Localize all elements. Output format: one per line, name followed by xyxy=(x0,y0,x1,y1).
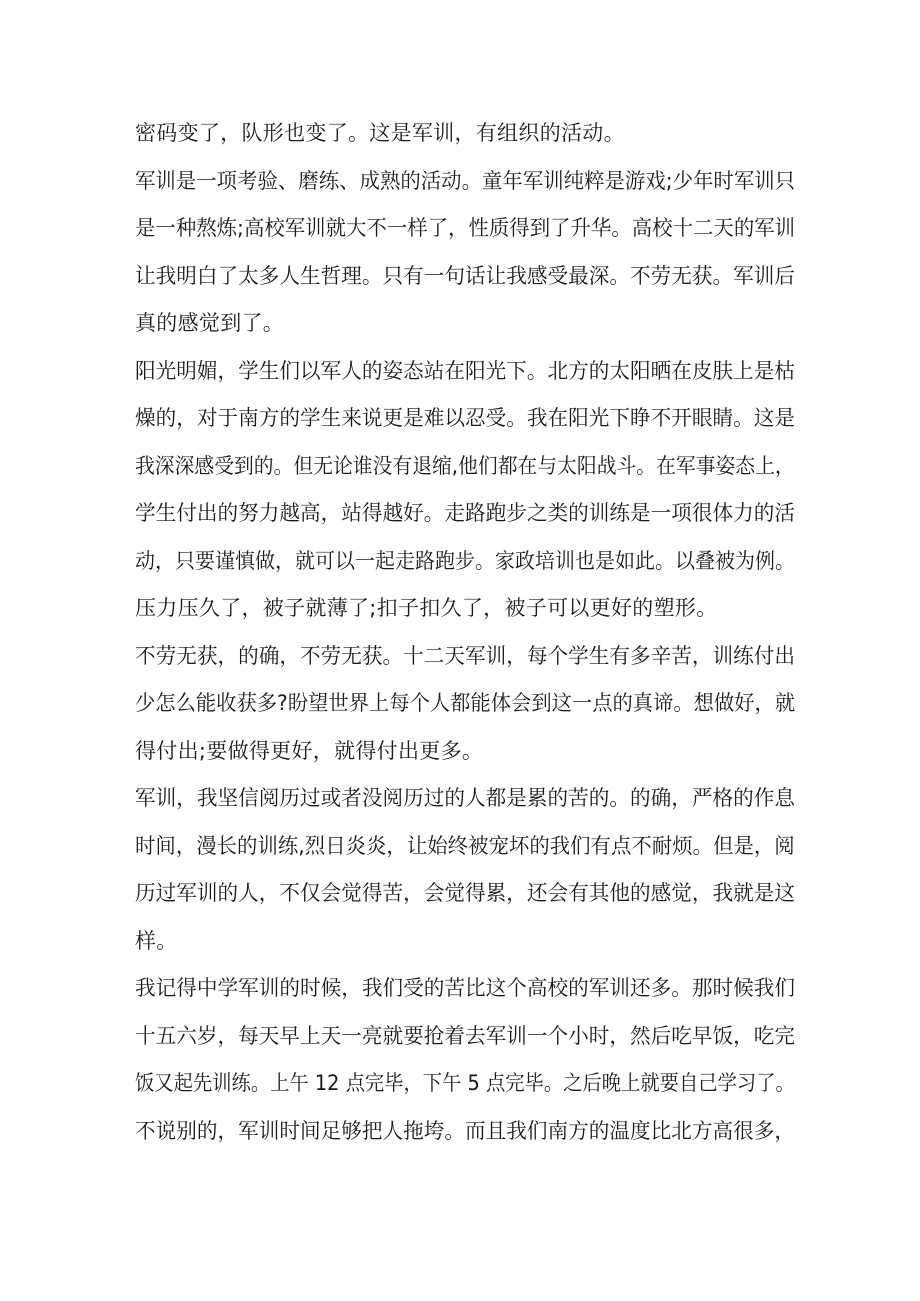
text-line: 燥的，对于南方的学生来说更是难以忍受。我在阳光下睁不开眼睛。这是 xyxy=(135,406,795,430)
text-line: 时间，漫长的训练,烈日炎炎，让始终被宠坏的我们有点不耐烦。但是，阅 xyxy=(135,834,795,858)
text-line: 军训是一项考验、磨练、成熟的活动。童年军训纯粹是游戏;少年时军训只 xyxy=(135,169,796,193)
text-line: 历过军训的人，不仅会觉得苦，会觉得累，还会有其他的感觉，我就是这 xyxy=(135,881,795,905)
text-line: 军训，我坚信阅历过或者没阅历过的人都是累的苦的。的确，严格的作息 xyxy=(135,786,795,810)
text-line: 饭又起先训练。上午 12 点完毕，下午 5 点完毕。之后晚上就要自己学习了。 xyxy=(135,1071,795,1095)
text-line: 我记得中学军训的时候，我们受的苦比这个高校的军训还多。那时候我们 xyxy=(135,976,795,1000)
text-line: 十五六岁，每天早上天一亮就要抢着去军训一个小时，然后吃早饭，吃完 xyxy=(135,1024,795,1048)
text-line: 我深深感受到的。但无论谁没有退缩,他们都在与太阳战斗。在军事姿态上， xyxy=(135,454,795,478)
text-line: 压力压久了，被子就薄了;扣子扣久了，被子可以更好的塑形。 xyxy=(135,596,718,620)
text-line: 学生付出的努力越高，站得越好。走路跑步之类的训练是一项很体力的活 xyxy=(135,501,795,525)
text-line: 少怎么能收获多?盼望世界上每个人都能体会到这一点的真谛。想做好，就 xyxy=(135,691,796,715)
text-line: 不说别的，军训时间足够把人拖垮。而且我们南方的温度比北方高很多， xyxy=(135,1119,795,1143)
text-line: 是一种熬炼;高校军训就大不一样了，性质得到了升华。高校十二天的军训 xyxy=(135,216,796,240)
text-line: 得付出;要做得更好，就得付出更多。 xyxy=(135,739,484,763)
text-line: 阳光明媚，学生们以军人的姿态站在阳光下。北方的太阳晒在皮肤上是枯 xyxy=(135,359,795,383)
text-line: 样。 xyxy=(135,929,178,953)
text-line: 真的感觉到了。 xyxy=(135,311,285,335)
text-line: 让我明白了太多人生哲理。只有一句话让我感受最深。不劳无获。军训后 xyxy=(135,264,795,288)
text-line: 不劳无获，的确，不劳无获。十二天军训，每个学生有多辛苦，训练付出 xyxy=(135,644,795,668)
text-line: 动，只要谨慎做，就可以一起走路跑步。家政培训也是如此。以叠被为例。 xyxy=(135,549,795,573)
text-line: 密码变了，队形也变了。这是军训，有组织的活动。 xyxy=(135,121,625,145)
